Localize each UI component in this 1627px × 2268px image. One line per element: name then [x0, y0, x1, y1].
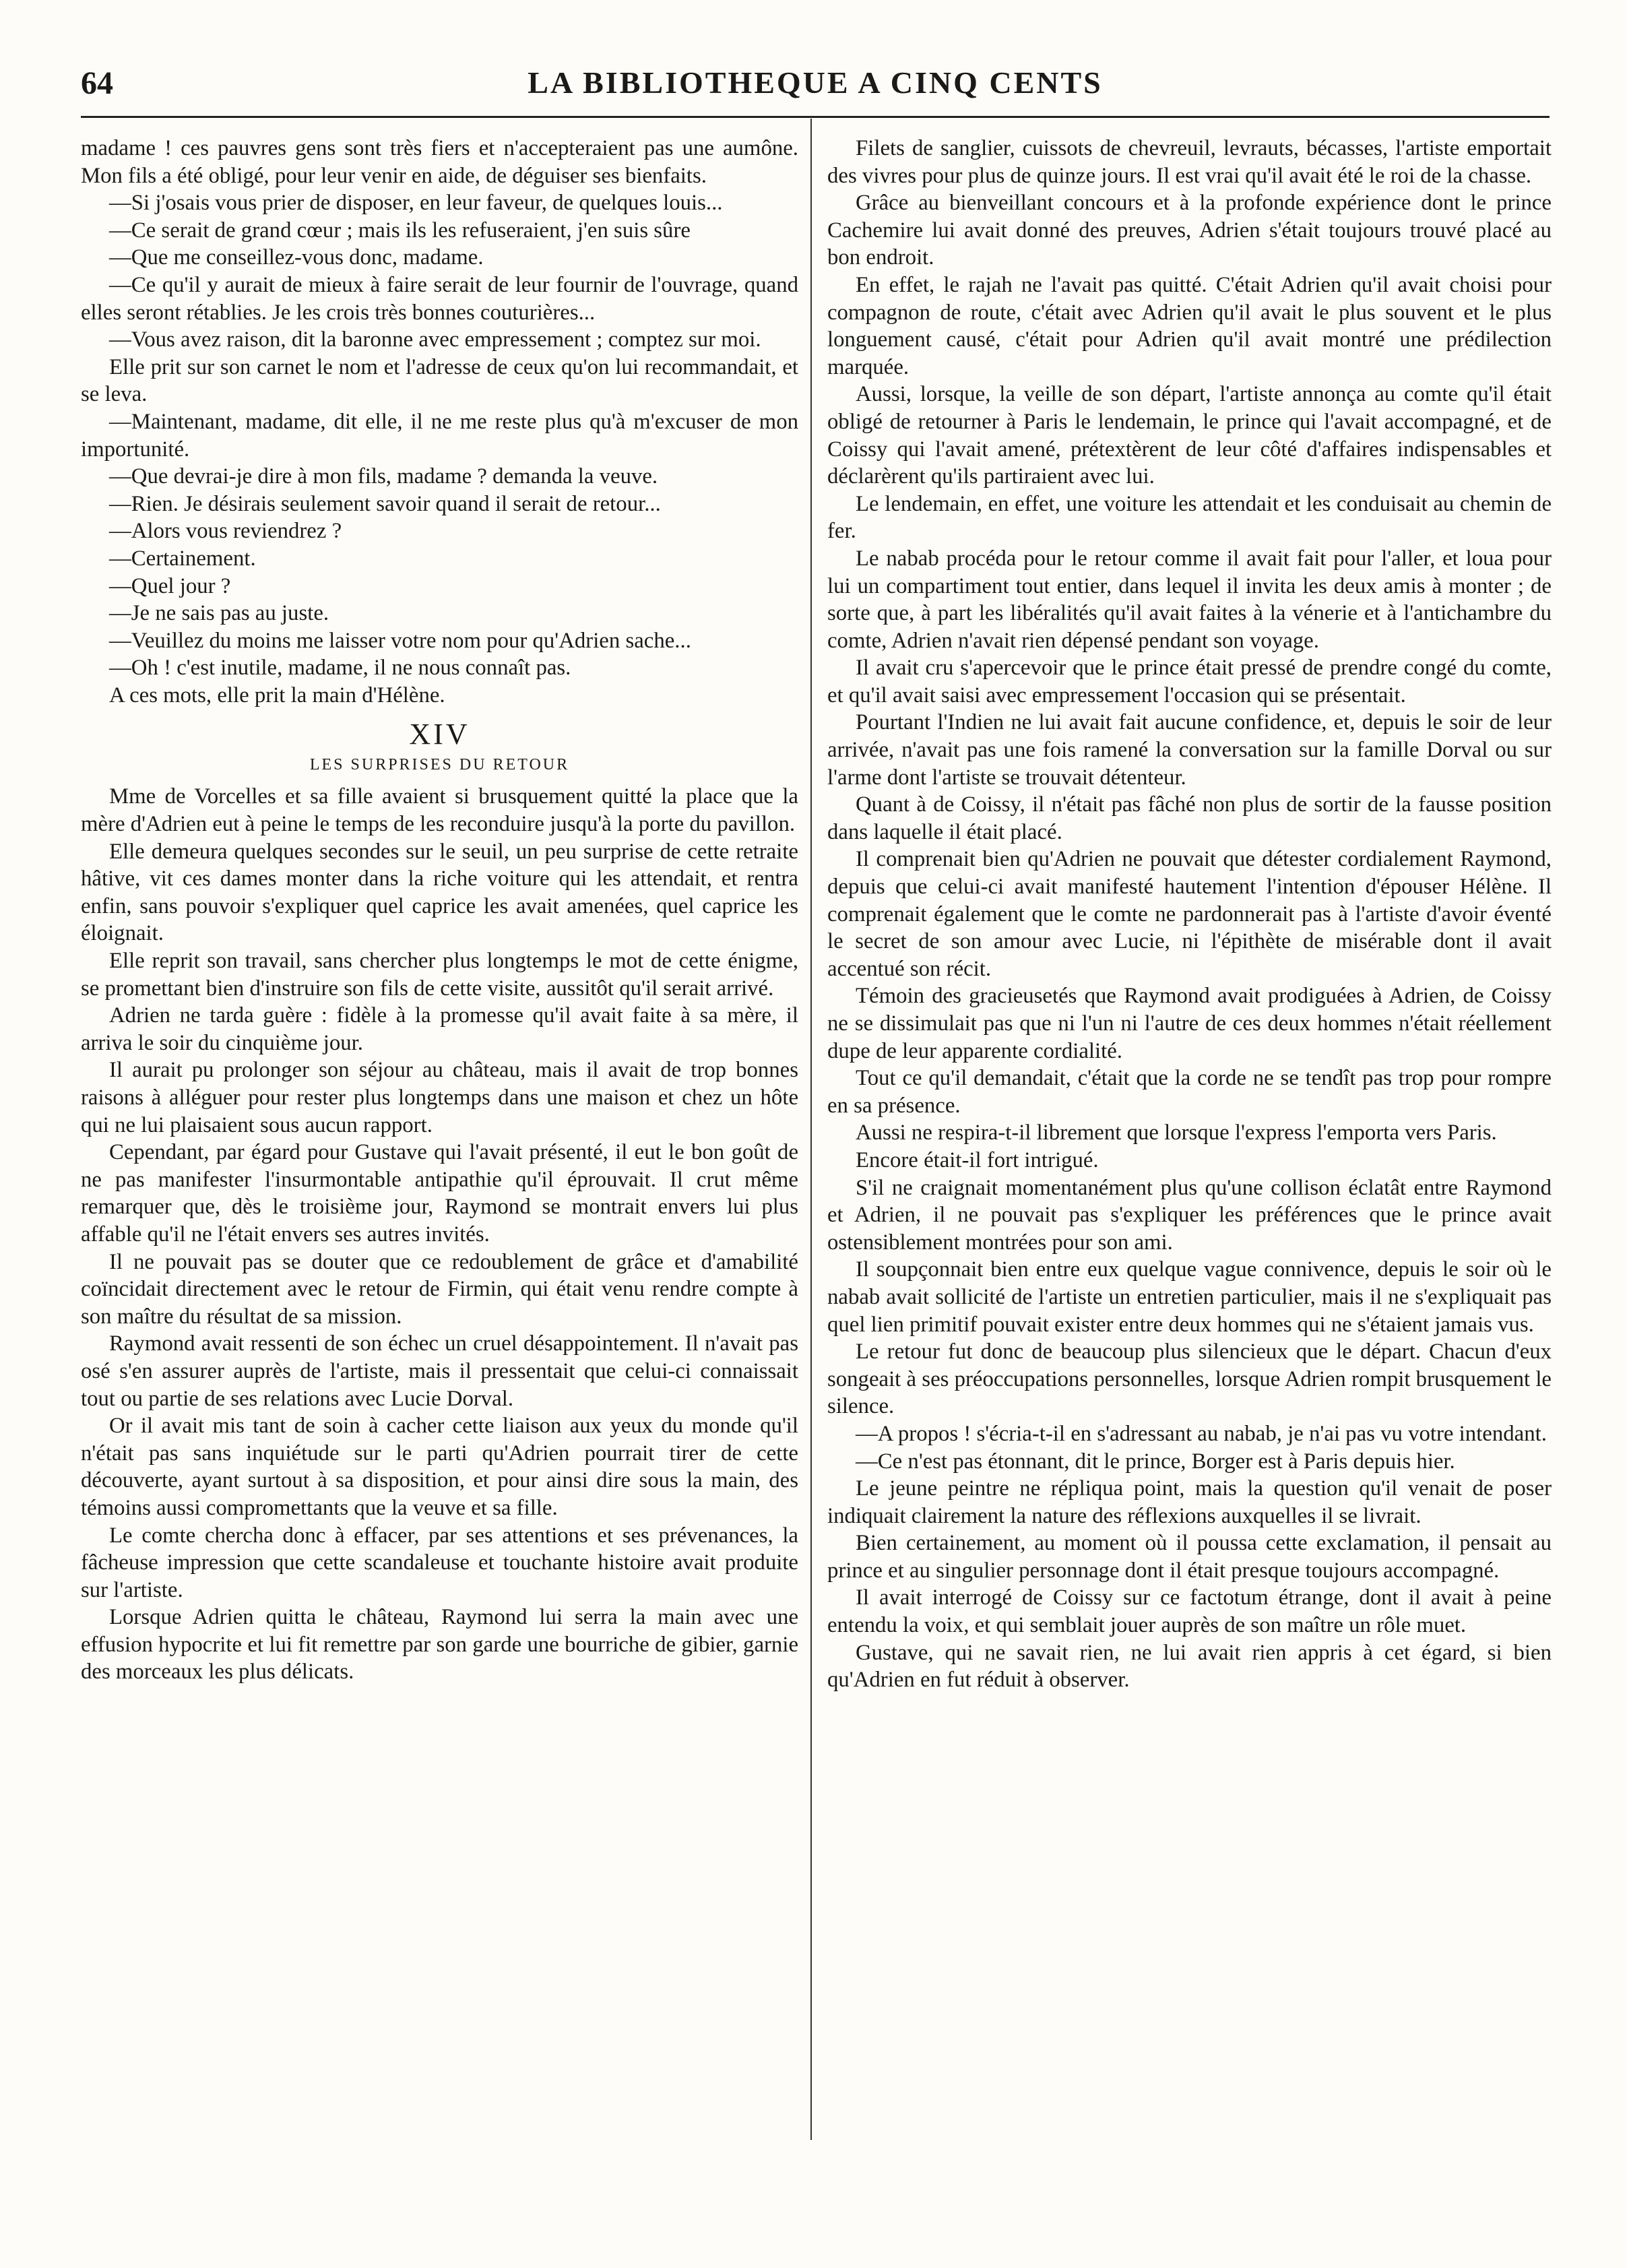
paragraph: Adrien ne tarda guère : fidèle à la promesse qu'il avait faite à sa mère, il arriva le soir du cinquième jour.	[81, 1003, 798, 1055]
left-column-paragraphs-before	[81, 135, 798, 709]
left-column-paragraphs-after	[81, 783, 798, 1686]
paragraph: Le comte chercha donc à effacer, par ses attentions et ses prévenances, la fâcheuse impression que cette scandaleuse et touchante histoire avait produite sur l'artiste.	[81, 1523, 798, 1602]
paragraph: —Vous avez raison, dit la baronne avec empressement ; comptez sur moi.	[109, 327, 761, 352]
paragraph: Témoin des gracieusetés que Raymond avait prodiguées à Adrien, de Coissy ne se dissimulait pas que ni l'un ni l'autre de ces deux hommes n'était réellement dupe de leur apparente cordialité.	[827, 984, 1552, 1063]
paragraph: —Alors vous reviendrez ?	[109, 519, 342, 544]
paragraph: Elle reprit son travail, sans chercher plus longtemps le mot de cette énigme, se promettant bien d'instruire son fils de cette visite, aussitôt qu'il serait arrivé.	[81, 949, 798, 1001]
paragraph: —Ce qu'il y aurait de mieux à faire serait de leur fournir de l'ouvrage, quand elles seront rétablies. Je les crois très bonnes couturières...	[81, 272, 798, 325]
paragraph: Aussi, lorsque, la veille de son départ, l'artiste annonça au comte qu'il était obligé de retourner à Paris le lendemain, le prince qui l'avait accompagné, et de Coissy qui l'avait amené, prétextèrent de leur côté d'affaires indispensables et déclarèrent qu'ils partiraient avec lui.	[827, 382, 1552, 489]
paragraph: Bien certainement, au moment où il poussa cette exclamation, il pensait au prince et au singulier personnage dont il était presque toujours accompagné.	[827, 1531, 1552, 1583]
paragraph: Le jeune peintre ne répliqua point, mais la question qu'il venait de poser indiquait clairement la nature des réflexions auxquelles il se livrait.	[827, 1476, 1552, 1528]
paragraph: Mme de Vorcelles et sa fille avaient si brusquement quitté la place que la mère d'Adrien eut à peine le temps de les reconduire jusqu'à la porte du pavillon.	[81, 784, 798, 837]
page-number: 64	[81, 65, 113, 101]
paragraph: —Je ne sais pas au juste.	[109, 601, 329, 626]
running-title: LA BIBLIOTHEQUE A CINQ CENTS	[528, 65, 1103, 100]
paragraph: —Quel jour ?	[109, 573, 231, 598]
header-rule	[81, 116, 1550, 118]
paragraph: Le retour fut donc de beaucoup plus silencieux que le départ. Chacun d'eux songeait à ses préoccupations personnelles, lorsque Adrien rompit brusquement le silence.	[827, 1340, 1552, 1419]
paragraph: —A propos ! s'écria-t-il en s'adressant au nabab, je n'ai pas vu votre intendant.	[856, 1421, 1547, 1446]
paragraph: Cependant, par égard pour Gustave qui l'avait présenté, il eut le bon goût de ne pas manifester l'insurmontable antipathie qu'il éprouvait. Il crut même remarquer que, dès le troisième jour, Raymond se montrait envers lui plus affable qu'il ne l'était envers ses autres invités.	[81, 1140, 798, 1247]
paragraph: Il aurait pu prolonger son séjour au château, mais il avait de trop bonnes raisons à alléguer pour rester plus longtemps dans une maison et chez un hôte qui ne lui plaisaient sous aucun rapport.	[81, 1058, 798, 1137]
paragraph: —Certainement.	[109, 546, 256, 571]
column-divider	[810, 119, 812, 2140]
left-column	[81, 135, 798, 1686]
paragraph: Grâce au bienveillant concours et à la profonde expérience dont le prince Cachemire lui avait donné des preuves, Adrien s'était toujours trouvé placé au bon endroit.	[827, 191, 1552, 270]
paragraph: Pourtant l'Indien ne lui avait fait aucune confidence, et, depuis le soir de leur arrivée, n'avait pas une fois ramené la conversation sur la famille Dorval ou sur l'arme dont l'artiste se trouvait détenteur.	[827, 710, 1552, 790]
paragraph: Raymond avait ressenti de son échec un cruel désappointement. Il n'avait pas osé s'en assurer auprès de l'artiste, mais il pressentait que celui-ci connaissait tout ou partie de ses relations avec Lucie Dorval.	[81, 1331, 798, 1411]
paragraph: Elle demeura quelques secondes sur le seuil, un peu surprise de cette retraite hâtive, vit ces dames monter dans la riche voiture qui les attendait, et rentra enfin, sans pouvoir s'expliquer quel caprice les avait amenées, quel caprice les éloignait.	[81, 839, 798, 946]
page-header	[81, 65, 1550, 112]
paragraph: Il avait interrogé de Coissy sur ce factotum étrange, dont il avait à peine entendu la voix, et qui semblait jouer auprès de son maître un rôle muet.	[827, 1585, 1552, 1638]
paragraph: Filets de sanglier, cuissots de chevreuil, levrauts, bécasses, l'artiste emportait des vivres pour plus de quinze jours. Il est vrai qu'il avait été le roi de la chasse.	[827, 136, 1552, 188]
paragraph: Aussi ne respira-t-il librement que lorsque l'express l'emporta vers Paris.	[856, 1121, 1497, 1145]
paragraph: Gustave, qui ne savait rien, ne lui avait rien appris à cet égard, si bien qu'Adrien en fut réduit à observer.	[827, 1640, 1552, 1693]
paragraph: —Ce serait de grand cœur ; mais ils les refuseraient, j'en suis sûre	[109, 218, 691, 243]
paragraph: —Ce n'est pas étonnant, dit le prince, Borger est à Paris depuis hier.	[856, 1449, 1455, 1474]
paragraph: A ces mots, elle prit la main d'Hélène.	[109, 683, 445, 707]
paragraph: Le nabab procéda pour le retour comme il avait fait pour l'aller, et loua pour lui un compartiment tout entier, dans lequel il invita les deux amis à monter ; de sorte que, à part les libéralités qu'il avait faites à la vénerie et à l'antichambre du comte, Adrien n'avait rien dépensé pendant son voyage.	[827, 546, 1552, 653]
paragraph: Le lendemain, en effet, une voiture les attendait et les conduisait au chemin de fer.	[827, 491, 1552, 544]
right-column	[827, 135, 1552, 1694]
paragraph: S'il ne craignait momentanément plus qu'une collison éclatât entre Raymond et Adrien, il ne pouvait pas s'expliquer les préférences que le prince avait ostensiblement montrées pour son ami.	[827, 1175, 1552, 1255]
paragraph: —Oh ! c'est inutile, madame, il ne nous connaît pas.	[109, 656, 571, 681]
paragraph: Elle prit sur son carnet le nom et l'adresse de ceux qu'on lui recommandait, et se leva.	[81, 354, 798, 407]
paragraph: Il ne pouvait pas se douter que ce redoublement de grâce et d'amabilité coïncidait directement avec le retour de Firmin, qui était venu rendre compte à son maître du résultat de sa mission.	[81, 1249, 798, 1329]
paragraph: Il soupçonnait bien entre eux quelque vague connivence, depuis le soir où le nabab avait sollicité de l'artiste un entretien particulier, mais il ne s'expliquait pas quel lien primitif pouvait exister entre deux hommes qui ne s'étaient jamais vus.	[827, 1257, 1552, 1337]
paragraph: Quant à de Coissy, il n'était pas fâché non plus de sortir de la fausse position dans laquelle il était placé.	[827, 792, 1552, 844]
paragraph: madame ! ces pauvres gens sont très fiers et n'accepteraient pas une aumône. Mon fils a été obligé, pour leur venir en aide, de déguiser ses bienfaits.	[81, 136, 798, 188]
paragraph: —Veuillez du moins me laisser votre nom pour qu'Adrien sache...	[109, 628, 691, 653]
paragraph: —Si j'osais vous prier de disposer, en leur faveur, de quelques louis...	[109, 191, 723, 216]
paragraph: —Rien. Je désirais seulement savoir quand il serait de retour...	[109, 491, 661, 516]
paragraph: En effet, le rajah ne l'avait pas quitté. C'était Adrien qu'il avait choisi pour compagnon de route, c'était avec Adrien qu'il avait le plus souvent et le plus longuement causé, c'était pour Adrien qu'il avait montré une prédilection marquée.	[827, 272, 1552, 379]
chapter-number: XIV	[409, 718, 470, 751]
paragraph: Il comprenait bien qu'Adrien ne pouvait que détester cordialement Raymond, depuis que celui-ci avait manifesté hautement l'intention d'épouser Hélène. Il comprenait également que le comte ne pardonnerait pas à l'artiste d'avoir éventé le secret de son amour avec Lucie, ni l'épithète de misérable dont il avait accentué son récit.	[827, 847, 1552, 981]
paragraph: Lorsque Adrien quitta le château, Raymond lui serra la main avec une effusion hypocrite et lui fit remettre par son garde une bourriche de gibier, garnie des morceaux les plus délicats.	[81, 1605, 798, 1684]
paragraph: —Maintenant, madame, dit elle, il ne me reste plus qu'à m'excuser de mon importunité.	[81, 409, 798, 462]
paragraph: Il avait cru s'apercevoir que le prince était pressé de prendre congé du comte, et qu'il avait saisi avec empressement l'occasion qui se présentait.	[827, 656, 1552, 707]
paragraph: Encore était-il fort intrigué.	[856, 1147, 1099, 1172]
chapter-title: LES SURPRISES DU RETOUR	[309, 756, 570, 774]
paragraph: Or il avait mis tant de soin à cacher cette liaison aux yeux du monde qu'il n'était pas sans inquiétude sur le parti qu'Adrien pourrait tirer de cette découverte, ayant surtout à sa disposition, et pour ainsi dire sous la main, des témoins aussi compromettants que la veuve et sa fille.	[81, 1414, 798, 1520]
paragraph: —Que me conseillez-vous donc, madame.	[109, 245, 484, 270]
paragraph: —Que devrai-je dire à mon fils, madame ? demanda la veuve.	[109, 464, 658, 489]
paragraph: Tout ce qu'il demandait, c'était que la corde ne se tendît pas trop pour rompre en sa présence.	[827, 1066, 1552, 1118]
right-column-paragraphs	[827, 135, 1552, 1694]
